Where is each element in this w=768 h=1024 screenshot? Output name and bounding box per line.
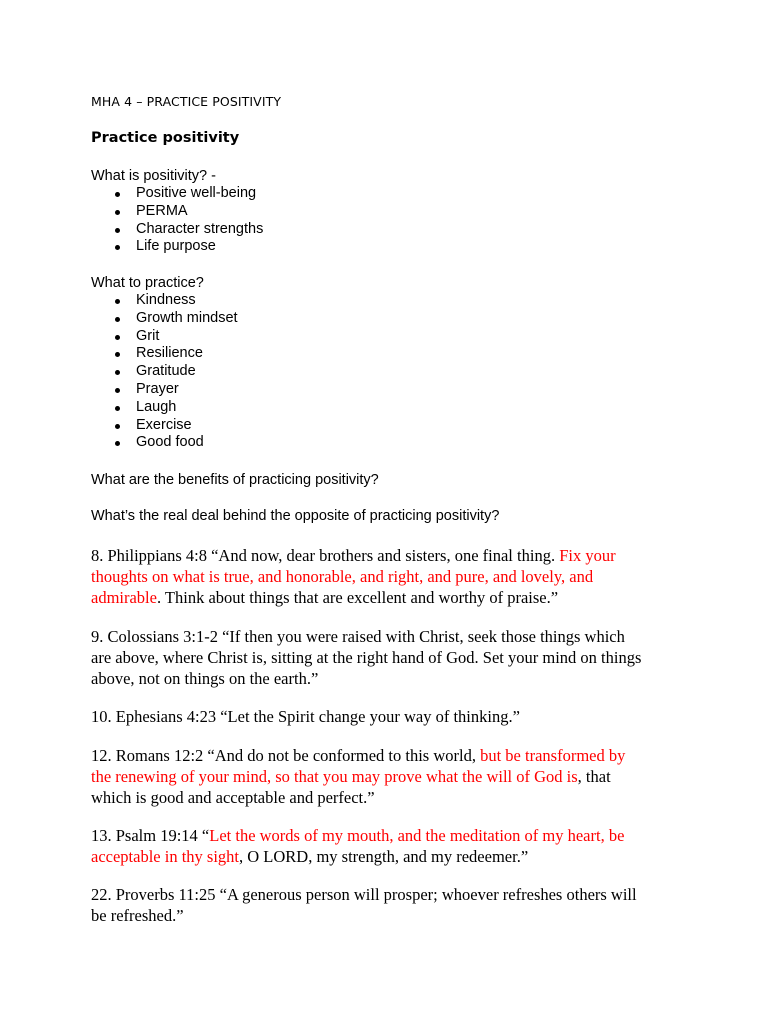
practice-list <box>91 292 238 452</box>
list-item: Positive well-being <box>91 185 263 203</box>
list-item: Growth mindset <box>91 310 238 328</box>
verse-text: , that <box>577 767 611 786</box>
question-what-is-positivity: What is positivity? - <box>91 168 216 184</box>
verse-philippians <box>91 545 691 608</box>
list-item: PERMA <box>91 203 263 221</box>
verse-text: 9. Colossians 3:1-2 “If then you were raised with Christ, seek those things which <box>91 627 625 646</box>
verse-romans <box>91 745 691 808</box>
verse-text: are above, where Christ is, sitting at the right hand of God. Set your mind on things <box>91 648 642 667</box>
section-heading: Practice positivity <box>91 130 240 146</box>
verse-text: 8. Philippians 4:8 “And now, dear brothers and sisters, one final thing. <box>91 546 560 565</box>
verse-text: 13. Psalm 19:14 “ <box>91 826 210 845</box>
verse-text: 10. Ephesians 4:23 “Let the Spirit change your way of thinking.” <box>91 707 520 726</box>
positivity-list <box>91 185 263 256</box>
question-benefits: What are the benefits of practicing positivity? <box>91 472 379 488</box>
question-what-to-practice: What to practice? <box>91 275 204 291</box>
list-item: Grit <box>91 328 238 346</box>
verse-text: , O LORD, my strength, and my redeemer.” <box>239 847 529 866</box>
verse-text: above, not on things on the earth.” <box>91 669 319 688</box>
list-item: Character strengths <box>91 221 263 239</box>
verse-highlight: admirable <box>91 588 157 607</box>
document-title: MHA 4 – PRACTICE POSITIVITY <box>91 94 282 109</box>
verse-highlight: Let the words of my mouth, and the meditation of my heart, be <box>209 826 625 845</box>
verse-text: 22. Proverbs 11:25 “A generous person will prosper; whoever refreshes others will <box>91 885 637 904</box>
question-real-deal: What’s the real deal behind the opposite of practicing positivity? <box>91 508 500 524</box>
verse-highlight: thoughts on what is true, and honorable, and right, and pure, and lovely, and <box>91 567 594 586</box>
verse-ephesians <box>91 706 691 727</box>
verse-text: which is good and acceptable and perfect.” <box>91 788 375 807</box>
verse-highlight: acceptable in thy sight <box>91 847 239 866</box>
list-item: Exercise <box>91 417 238 435</box>
verse-text: 12. Romans 12:2 “And do not be conformed to this world, <box>91 746 481 765</box>
list-item: Gratitude <box>91 363 238 381</box>
verse-colossians <box>91 626 691 689</box>
verse-proverbs <box>91 884 691 926</box>
list-item: Kindness <box>91 292 238 310</box>
list-item: Life purpose <box>91 238 263 256</box>
list-item: Good food <box>91 434 238 452</box>
verse-text: be refreshed.” <box>91 906 184 925</box>
verse-psalm <box>91 825 691 867</box>
list-item: Laugh <box>91 399 238 417</box>
verse-text: . Think about things that are excellent and worthy of praise.” <box>156 588 559 607</box>
verse-highlight: Fix your <box>559 546 616 565</box>
list-item: Prayer <box>91 381 238 399</box>
verse-highlight: the renewing of your mind, so that you may prove what the will of God is <box>91 767 578 786</box>
list-item: Resilience <box>91 345 238 363</box>
verse-highlight: but be transformed by <box>480 746 626 765</box>
